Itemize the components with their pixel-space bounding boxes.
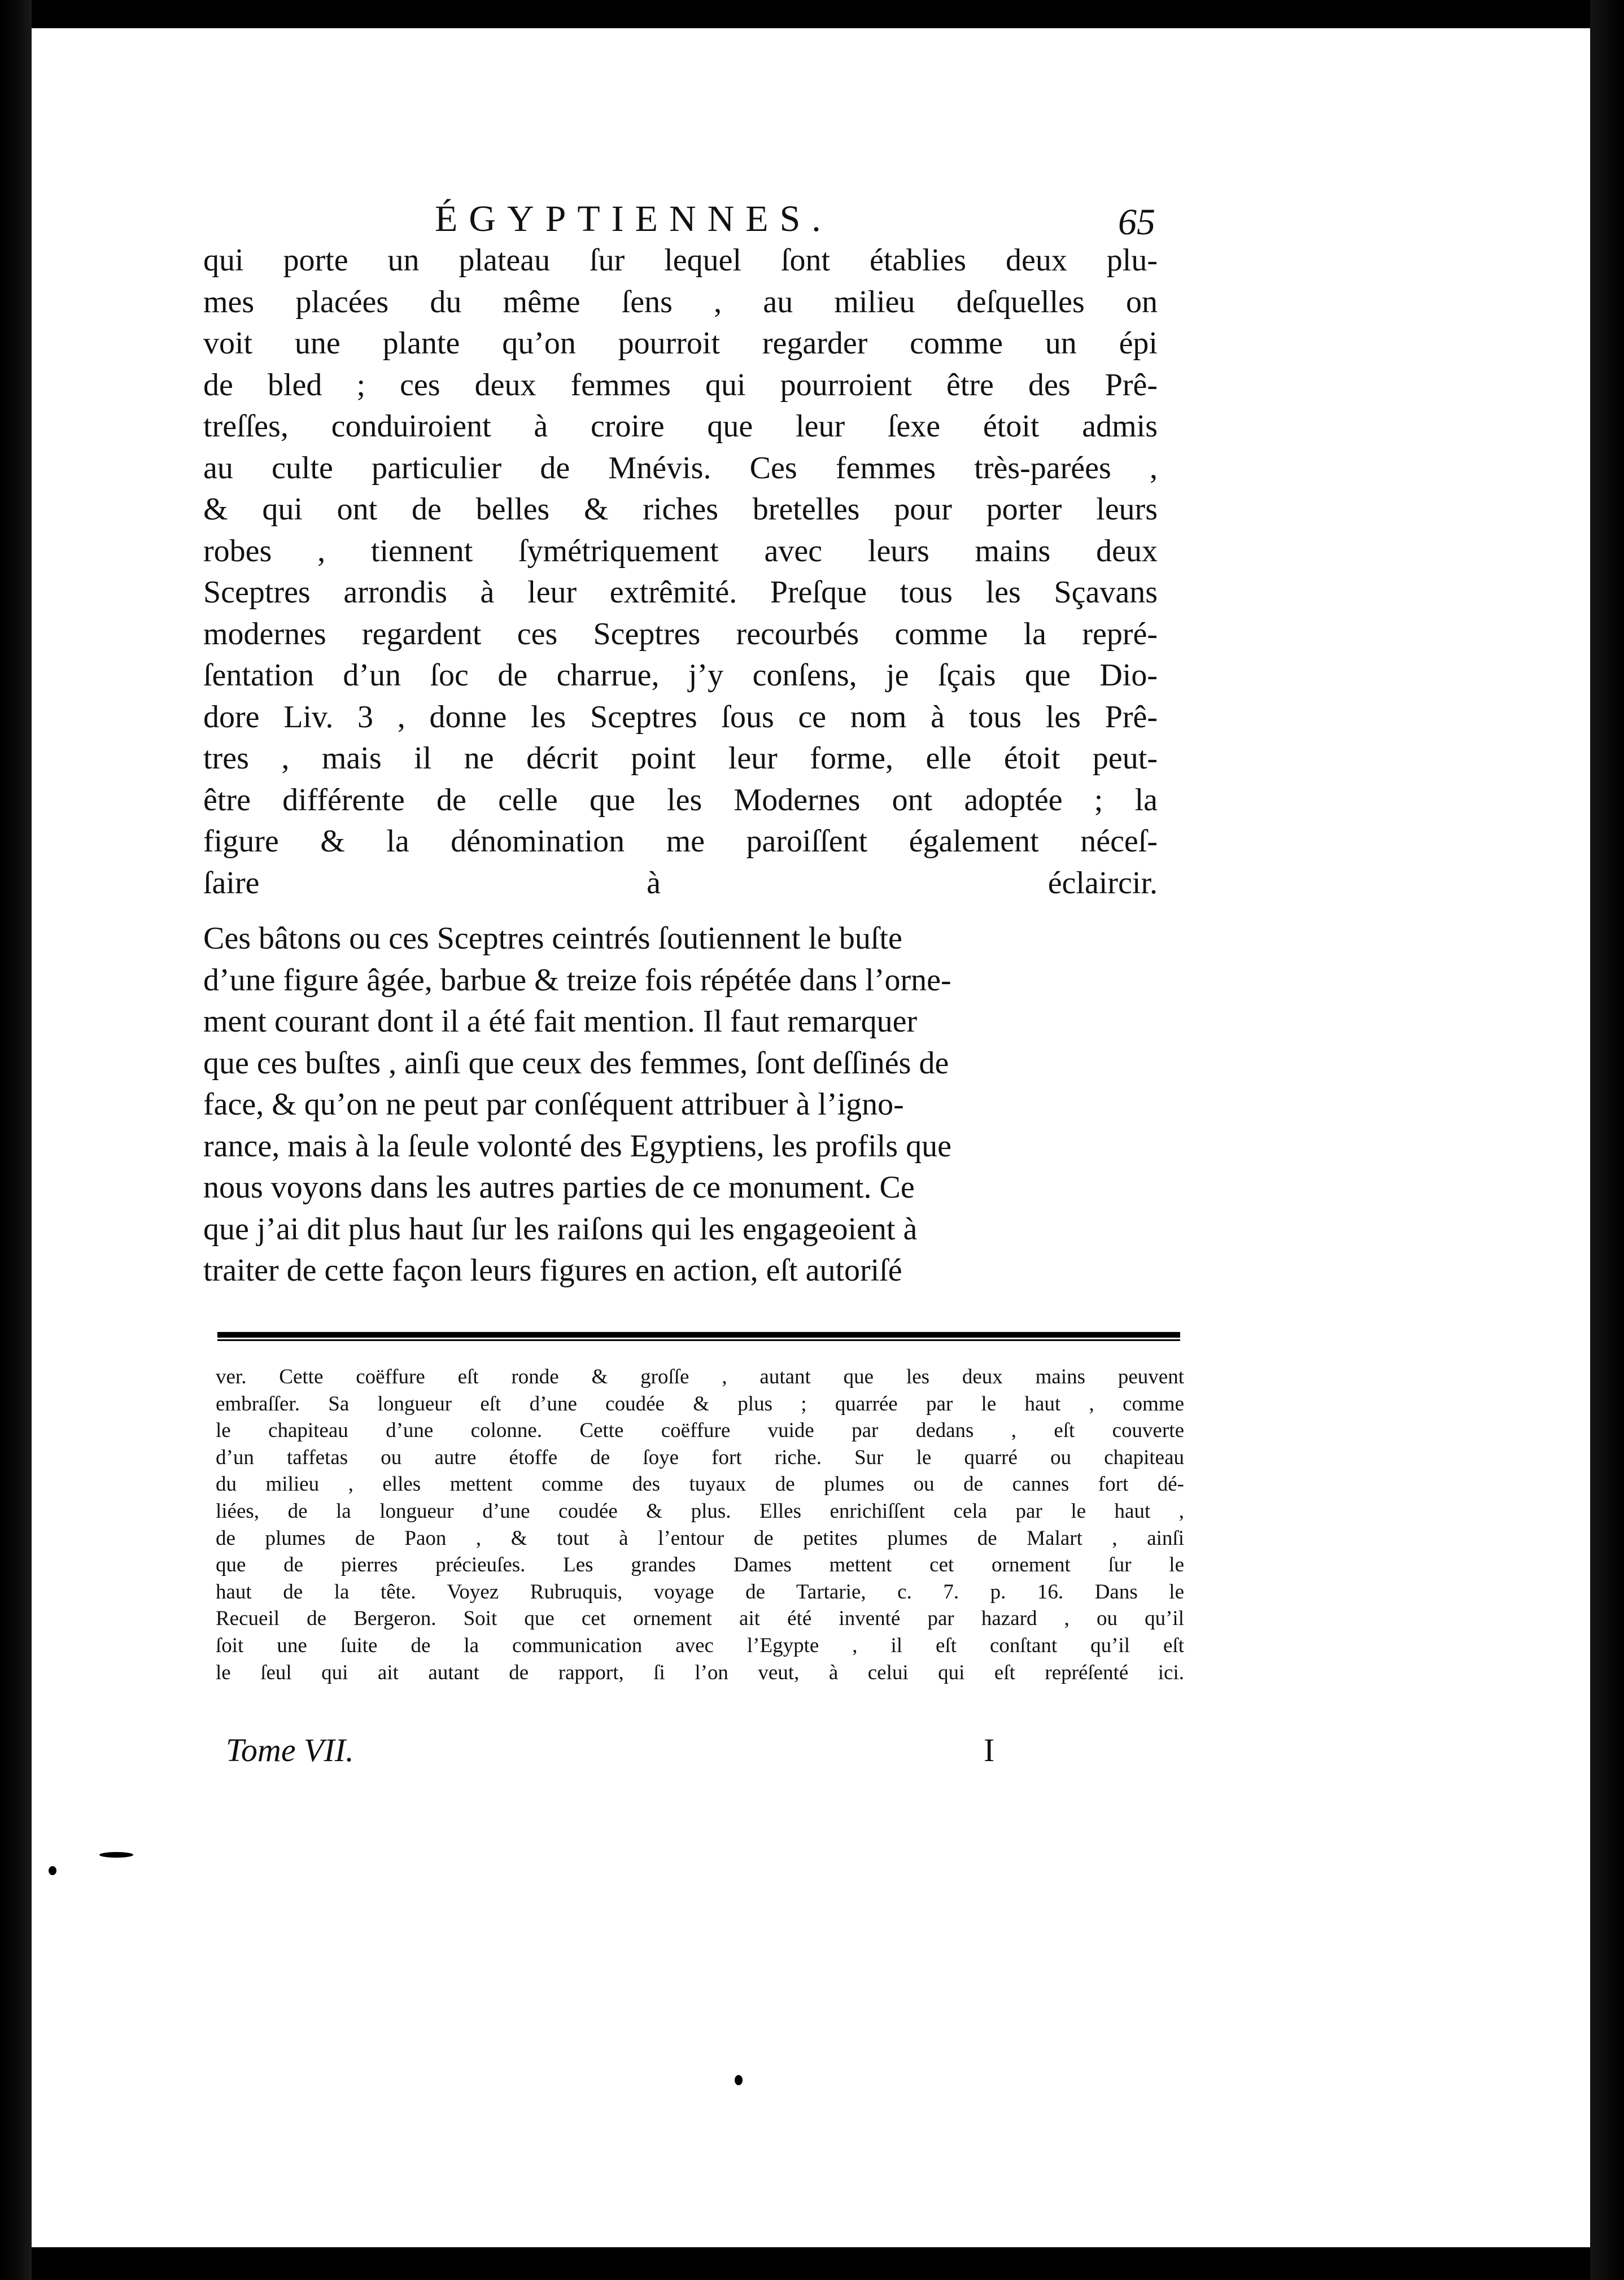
running-head-title: ÉGYPTIENNES. xyxy=(435,198,832,239)
signature-mark: I xyxy=(984,1732,995,1768)
page-number: 65 xyxy=(1118,202,1155,243)
paragraph: Ces bâtons ou ces Sceptres ceintrés ſoutiennent le buſte d’une figure âgée, barbue & treize fois répétée dans l’orne- ment courant dont il a été fait mention. Il faut remarquer que ces buſtes , ainſi que ceux des femmes, ſont deſſinés de face, & qu’on ne peut par conſéquent attribuer à l’igno- rance, mais à la ſeule volonté des Egyptiens, les profils que nous voyons dans les autres parties de ce monument. Ce que j’ai dit plus haut ſur les raiſons qui les engageoient à traiter de cette façon leurs figures en action, eſt autoriſé xyxy=(203,921,951,1288)
main-text xyxy=(203,240,1158,1292)
volume-signature: Tome VII. xyxy=(226,1732,354,1768)
ink-speck xyxy=(99,1852,133,1858)
scan-border-right xyxy=(1590,0,1624,2280)
scan-border-left xyxy=(0,0,32,2280)
paragraph: qui porte un plateau ſur lequel ſont établies deux plu- mes placées du même ſens , au milieu deſquelles on voit une plante qu’on pourroit regarder comme un épi de bled ; ces deux femmes qui pourroient être des Prê- treſſes, conduiroient à croire que leur ſexe étoit admis au culte particulier de Mnévis. Ces femmes très-parées , & qui ont de belles & riches bretelles pour porter leurs robes , tiennent ſymétriquement avec leurs mains deux Sceptres arrondis à leur extrêmité. Preſque tous les Sçavans modernes regardent ces Sceptres recourbés comme la repré- ſentation d’un ſoc de charrue, j’y conſens, je ſçais que Dio- dore Liv. 3 , donne les Sceptres ſous ce nom à tous les Prê- tres , mais il ne décrit point leur forme, elle étoit peut- être différente de celle que les Modernes ont adoptée ; la figure & la dénomination me paroiſſent également néceſ- ſaire à éclaircir. xyxy=(203,243,1158,901)
footnote-rule-thin xyxy=(217,1339,1180,1341)
footnote: ver. Cette coëffure eſt ronde & groſſe , autant que les deux mains peuvent embraſſer. Sa longueur eſt d’une coudée & plus ; quarrée par le haut , comme le chapiteau d’une colonne. Cette coëffure vuide par dedans , eſt couverte d’un taffetas ou autre étoffe de ſoye fort riche. Sur le quarré ou chapiteau du milieu , elles mettent comme des tuyaux de plumes ou de cannes fort dé- liées, de la longueur d’une coudée & plus. Elles enrichiſſent cela par le haut , de plumes de Paon , & tout à l’entour de petites plumes de Malart , ainſi que de pierres précieuſes. Les grandes Dames mettent cet ornement ſur le haut de la tête. Voyez Rubruquis, voyage de Tartarie, c. 7. p. 16. Dans le Recueil de Bergeron. Soit que cet ornement ait été inventé par hazard , ou qu’il ſoit une ſuite de la communication avec l’Egypte , il eſt conſtant qu’il eſt le ſeul qui ait autant de rapport, ſi l’on veut, à celui qui eſt repréſenté ici. xyxy=(216,1365,1184,1684)
footnote-rule xyxy=(217,1332,1180,1338)
ink-speck xyxy=(735,2075,743,2085)
ink-speck xyxy=(49,1866,56,1875)
running-head xyxy=(226,191,1412,247)
